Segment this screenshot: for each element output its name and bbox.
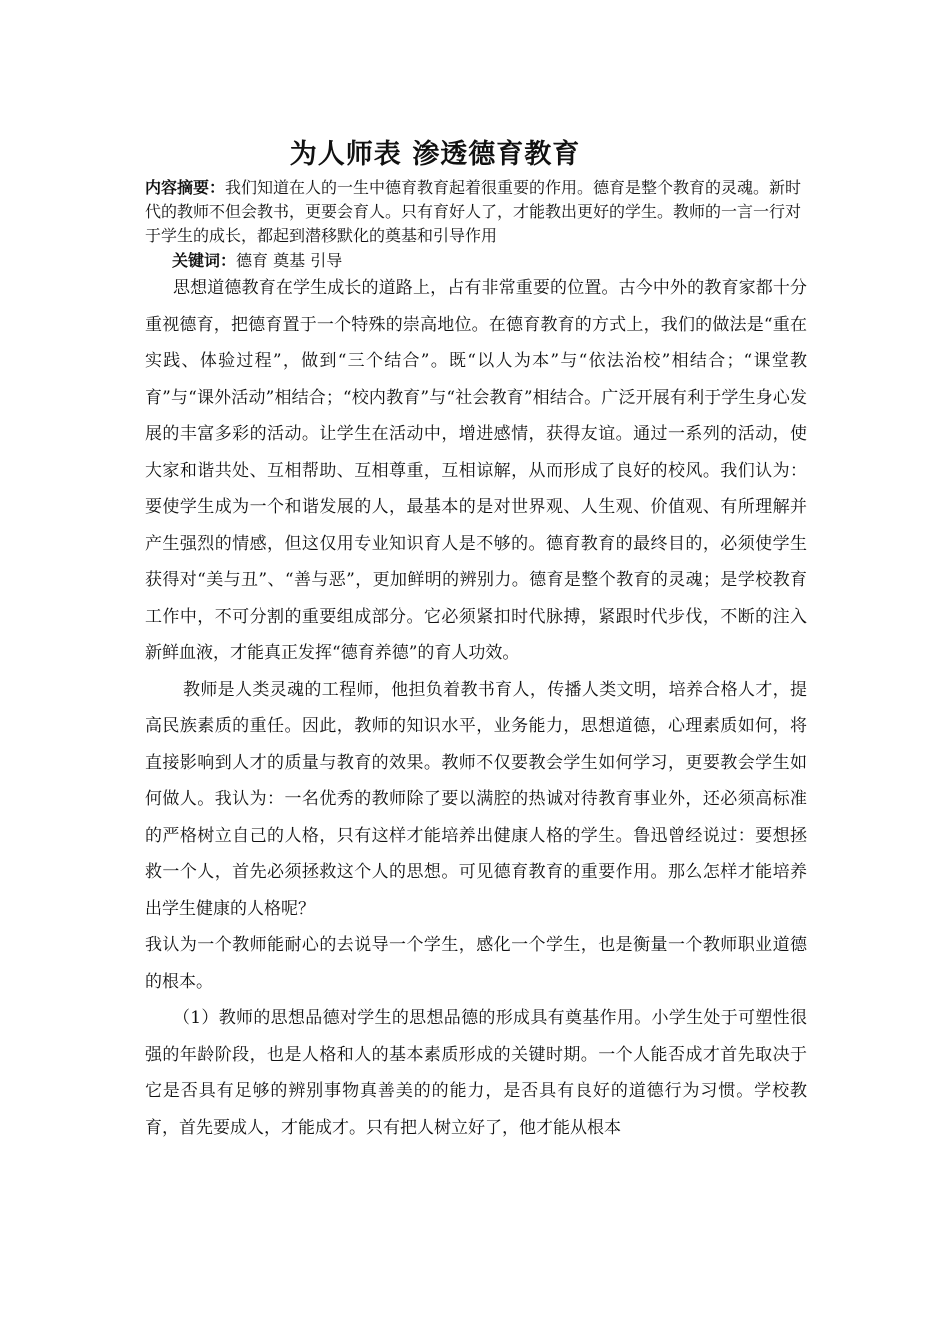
keywords-text: 德育 奠基 引导 — [236, 251, 343, 270]
abstract-label: 内容摘要： — [145, 178, 226, 197]
paragraph: 思想道德教育在学生成长的道路上，占有非常重要的位置。古今中外的教育家都十分重视德育，把德育置于一个特殊的崇高地位。在德育教育的方式上，我们的做法是“重在实践、体验过程”，做到“三个结合”。既“以人为本”与“依法治校”相结合；“课堂教育”与“课外活动”相结合；“校内教育”与“社会教育”相结合。广泛开展有利于学生身心发展的丰富多彩的活动。让学生在活动中，增进感情，获得友谊。通过一系列的活动，使大家和谐共处、互相帮助、互相尊重，互相谅解，从而形成了良好的校风。我们认为：要使学生成为一个和谐发展的人，最基本的是对世界观、人生观、价值观、有所理解并产生强烈的情感，但这仅用专业知识育人是不够的。德育教育的最终目的，必须使学生获得对“美与丑”、“善与恶”，更加鲜明的辨别力。德育是整个教育的灵魂；是学校教育工作中，不可分割的重要组成部分。它必须紧扣时代脉搏，紧跟时代步伐，不断的注入新鲜血液，才能真正发挥“德育养德”的育人功效。 — [145, 278, 807, 663]
paragraph: 教师是人类灵魂的工程师，他担负着教书育人，传播人类文明，培养合格人才，提高民族素质的重任。因此，教师的知识水平，业务能力，思想道德，心理素质如何，将直接影响到人才的质量与教育的效果。教师不仅要教会学生如何学习，更要教会学生如何做人。我认为：一名优秀的教师除了要以满腔的热诚对待教育事业外，还必须高标准的严格树立自己的人格，只有这样才能培养出健康人格的学生。鲁迅曾经说过：要想拯救一个人，首先必须拯救这个人的思想。可见德育教育的重要作用。那么怎样才能培养出学生健康的人格呢？ — [145, 679, 807, 919]
paragraph: （1）教师的思想品德对学生的思想品德的形成具有奠基作用。小学生处于可塑性很强的年龄阶段，也是人格和人的基本素质形成的关键时期。一个人能否成才首先取决于它是否具有足够的辨别事物真善美的的能力，是否具有良好的道德行为习惯。学校教育，首先要成人，才能成才。只有把人树立好了，他才能从根本 — [145, 1008, 807, 1138]
keywords-label: 关键词： — [172, 251, 237, 270]
abstract-text: 我们知道在人的一生中德育教育起着很重要的作用。德育是整个教育的灵魂。新时代的教师不但会教书，更要会育人。只有育好人了，才能教出更好的学生。教师的一言一行对于学生的成长，都起到潜移默化的奠基和引导作用 — [145, 178, 802, 245]
keywords — [172, 250, 342, 272]
document-title: 为人师表 渗透德育教育 — [289, 139, 581, 170]
abstract — [145, 176, 807, 248]
paragraph: 我认为一个教师能耐心的去说导一个学生，感化一个学生，也是衡量一个教师职业道德的根本。 — [145, 935, 807, 992]
body-text — [145, 270, 807, 1146]
